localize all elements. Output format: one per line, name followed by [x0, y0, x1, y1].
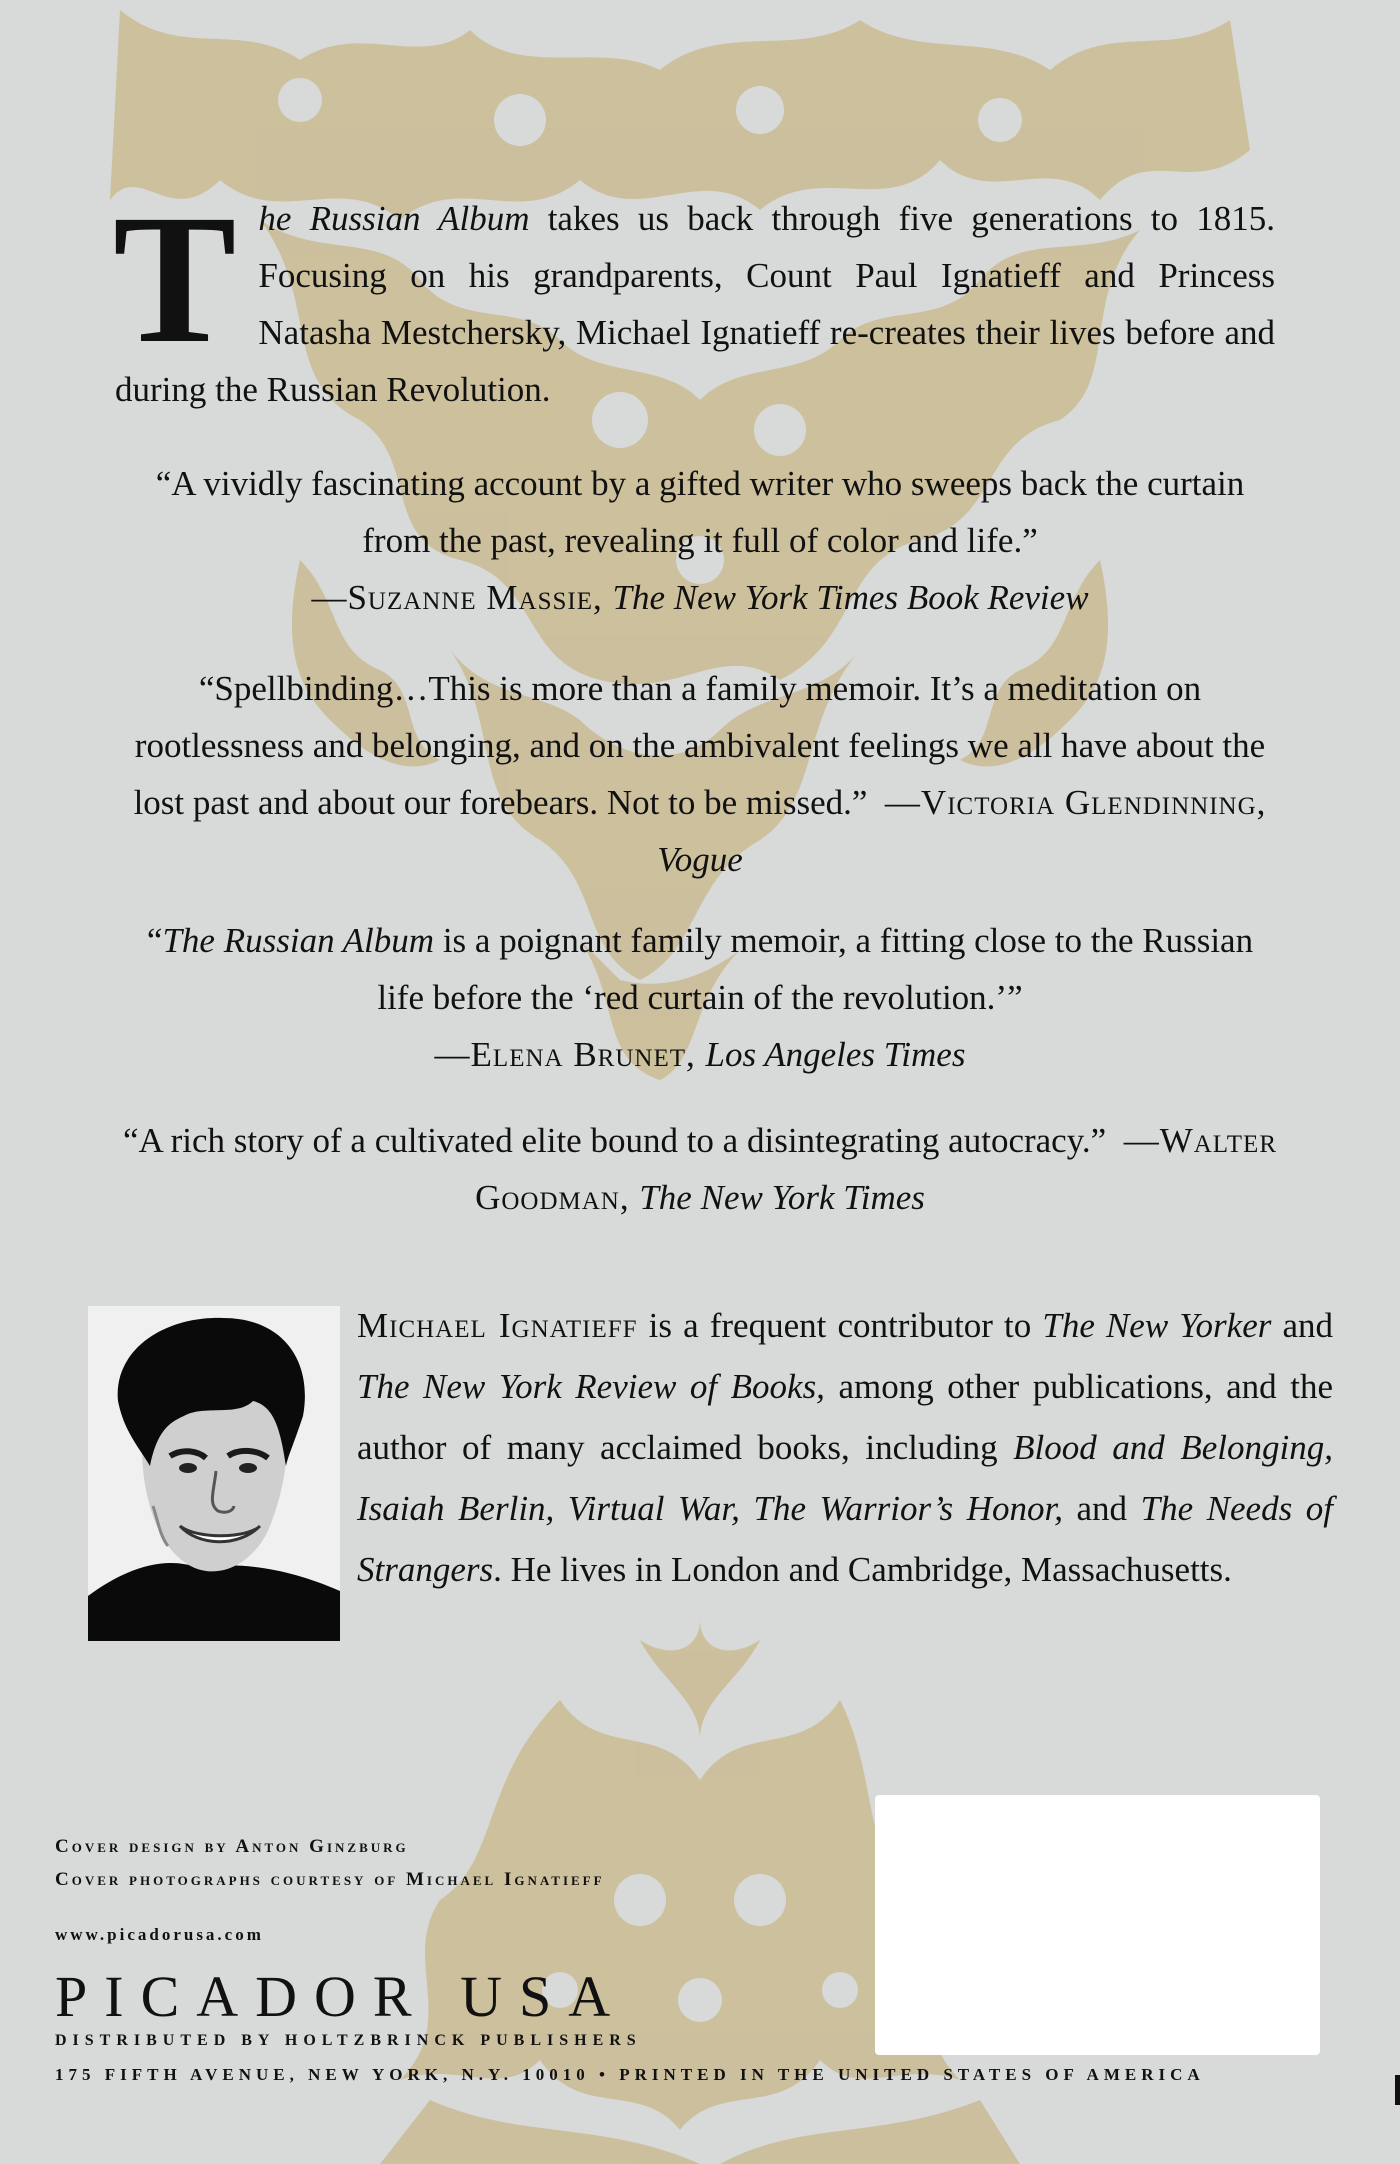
book-title-italic: he Russian Album: [258, 199, 530, 238]
quote-source: Vogue: [657, 840, 743, 879]
publisher-address: 175 FIFTH AVENUE, NEW YORK, N.Y. 10010 • PRINTED IN THE UNITED STATES OF AMERICA: [55, 2065, 1205, 2084]
review-quote: [120, 1112, 1280, 1226]
distributor-line: DISTRIBUTED BY HOLTZBRINCK PUBLISHERS: [55, 2032, 642, 2049]
edge-mark: [1395, 2075, 1400, 2105]
publisher-website: www.picadorusa.com: [55, 1925, 264, 1944]
review-quote: [120, 660, 1280, 888]
author-photo: [88, 1306, 340, 1641]
quote-attribution: —Walter Goodman, The New York Times: [475, 1121, 1278, 1217]
author-name: Michael Ignatieff: [357, 1306, 638, 1345]
cover-design-credit: Cover design by Anton Ginzburg: [55, 1836, 409, 1857]
book-title-italic: The Russian Album: [162, 921, 435, 960]
quote-source: The New York Times Book Review: [612, 578, 1089, 617]
cover-credits: [55, 1830, 605, 1896]
quote-attribution: —Victoria Glendinning, Vogue: [657, 783, 1267, 879]
drop-cap: T: [113, 177, 237, 382]
publisher-logo: PICADOR USA: [55, 1964, 628, 2029]
intro-text: takes us back through five generations to 1815. Focusing on his grandparents, Count Paul Ignatieff and Princess Natasha Mestchersky, Michael Ignatieff re-creates their lives before and during the Russian Revolution.: [115, 199, 1275, 409]
quote-source: Los Angeles Times: [705, 1035, 966, 1074]
author-bio: Michael Ignatieff is a frequent contributor to The New Yorker and The New York Review of Books, among other publications, and the author of many acclaimed books, including Blood and Belonging, Isaiah Berlin, Virtual War, The Warrior’s Honor, and The Needs of Strangers. He lives in London and Cambridge, Massachusetts.: [357, 1306, 1333, 1589]
review-quote: [120, 912, 1280, 1083]
intro-paragraph: [113, 177, 1275, 418]
quote-source: The New York Times: [639, 1178, 925, 1217]
quote-text: “Spellbinding…This is more than a family memoir. It’s a meditation on rootlessness and belonging, and on the ambivalent feelings we all have about the lost past and about our forebears. Not to be missed.”: [133, 669, 1266, 822]
barcode-placeholder: [875, 1795, 1320, 2055]
author-portrait-image: [88, 1306, 340, 1641]
quote-text: “The Russian Album is a poignant family memoir, a fitting close to the Russian life before the ‘red curtain of the revolution.’”: [146, 921, 1254, 1017]
quote-text: “A rich story of a cultivated elite bound to a disintegrating autocracy.”: [122, 1121, 1107, 1160]
quote-text: “A vividly fascinating account by a gifted writer who sweeps back the curtain from the past, revealing it full of color and life.”: [155, 464, 1245, 560]
quote-attribution: —Elena Brunet, Los Angeles Times: [434, 1035, 966, 1074]
quote-attribution: —Suzanne Massie, The New York Times Book Review: [311, 578, 1089, 617]
cover-photo-credit: Cover photographs courtesy of Michael Ignatieff: [55, 1869, 605, 1890]
review-quote: [120, 455, 1280, 626]
